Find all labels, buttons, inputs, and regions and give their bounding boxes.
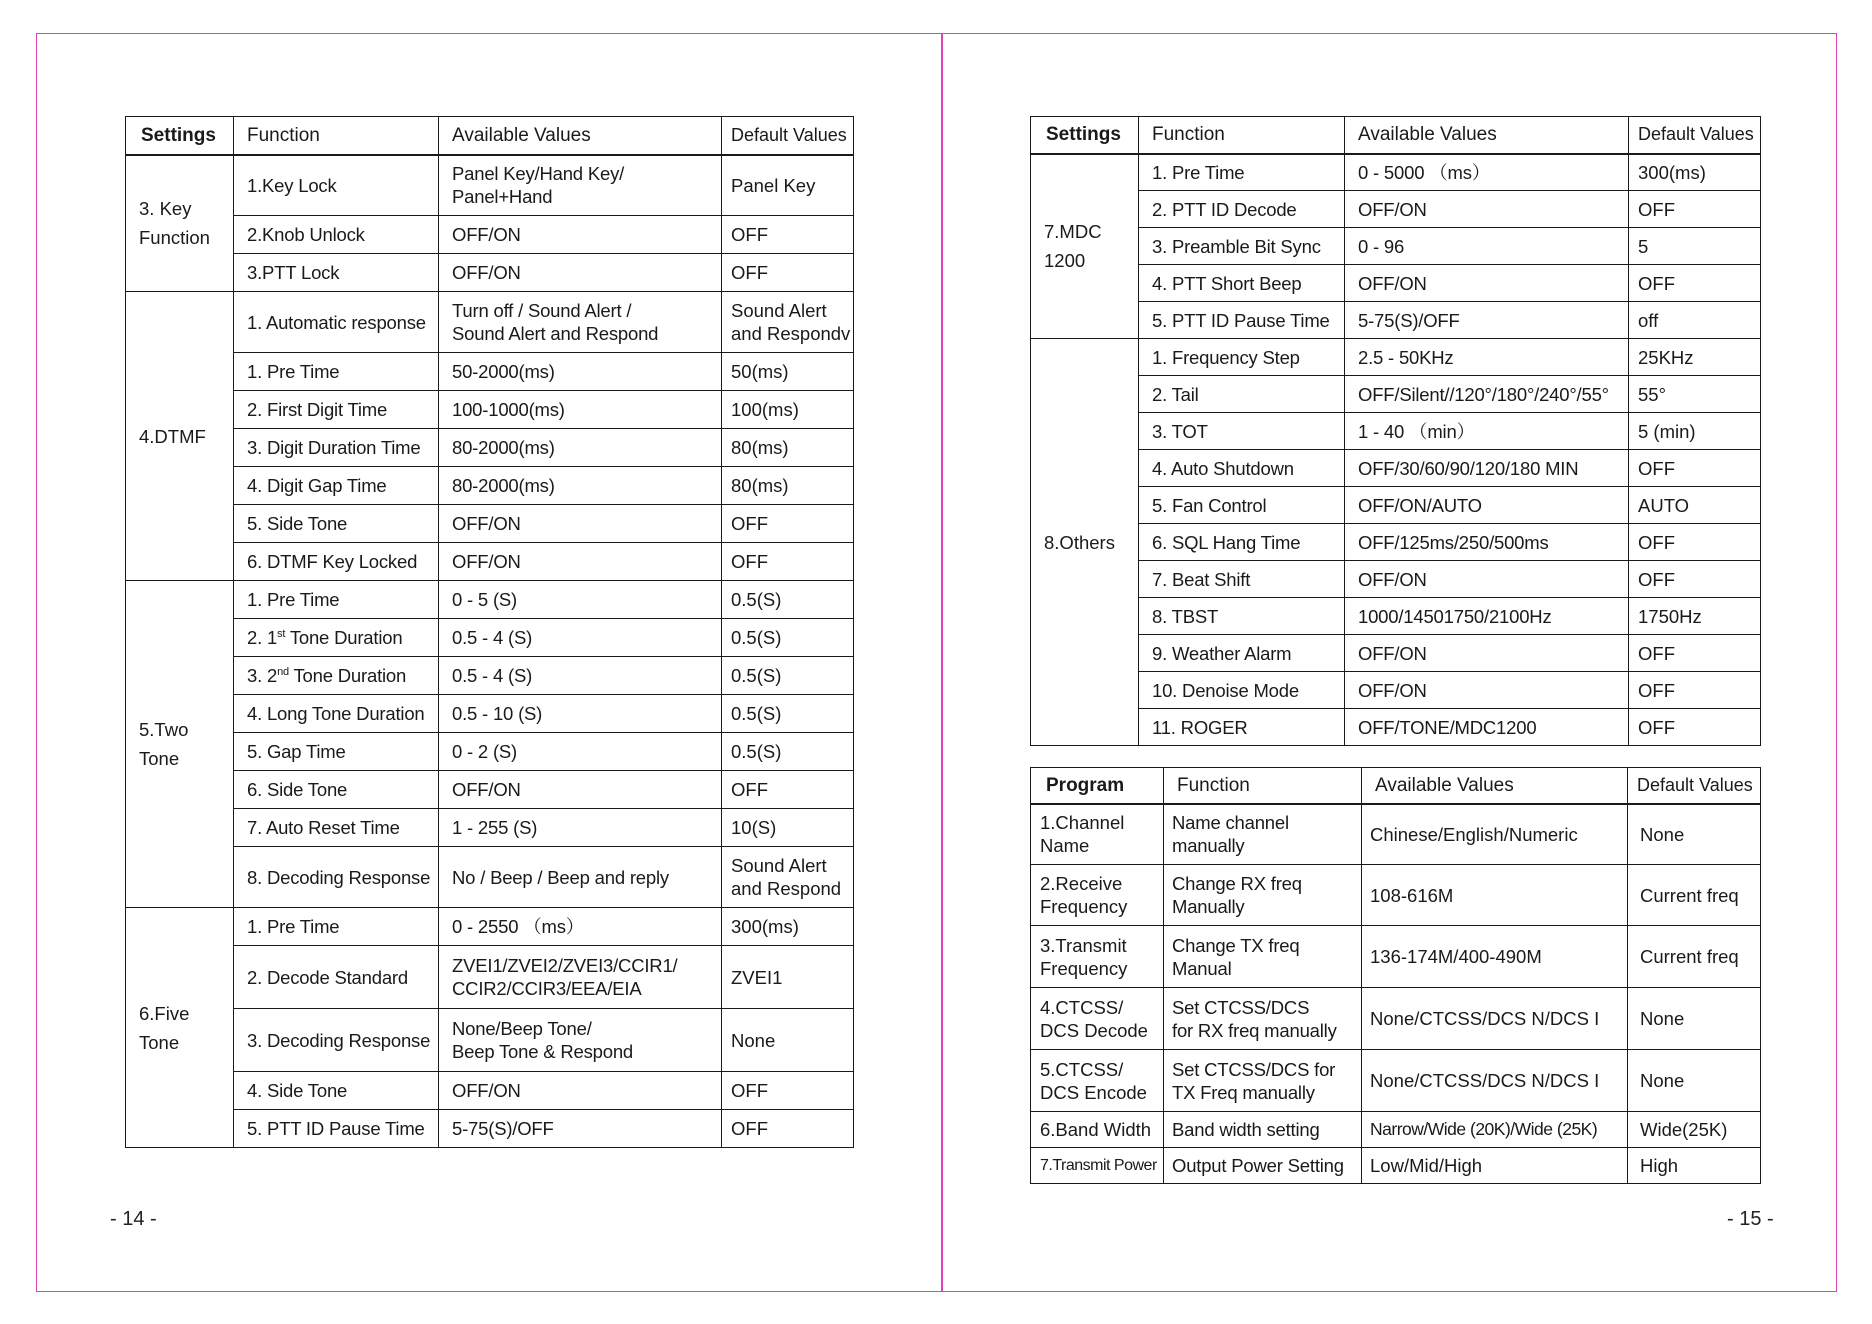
function-cell: Name channel manually [1164, 804, 1362, 865]
available-values-cell: OFF/ON [1345, 265, 1629, 302]
column-header: Available Values [439, 117, 722, 155]
default-value-cell: OFF [1629, 672, 1761, 709]
column-header: Program [1031, 768, 1164, 804]
default-value-cell: None [722, 1009, 854, 1072]
table-row [126, 1009, 854, 1072]
column-header: Function [234, 117, 439, 155]
default-value-cell: OFF [722, 1072, 854, 1110]
table-row [126, 155, 854, 216]
default-value-cell: Sound Alert and Respond [722, 847, 854, 908]
available-values-cell: 1 - 255 (S) [439, 809, 722, 847]
function-cell: Change RX freq Manually [1164, 865, 1362, 926]
available-values-cell: 0 - 2 (S) [439, 733, 722, 771]
function-cell: Output Power Setting [1164, 1148, 1362, 1184]
available-values-cell: OFF/ON [439, 216, 722, 254]
program-table [1030, 767, 1761, 1184]
table-row [126, 1072, 854, 1110]
default-value-cell: 300(ms) [722, 908, 854, 946]
settings-table-left [125, 116, 854, 1148]
function-cell: Band width setting [1164, 1112, 1362, 1148]
table-row [1031, 376, 1761, 413]
table-row [1031, 228, 1761, 265]
function-cell: 1. Pre Time [234, 581, 439, 619]
default-value-cell: 25KHz [1629, 339, 1761, 376]
available-values-cell: OFF/30/60/90/120/180 MIN [1345, 450, 1629, 487]
function-text: 3. 2 [247, 665, 278, 686]
default-value-cell: OFF [1629, 561, 1761, 598]
available-values-cell: OFF/ON [439, 254, 722, 292]
table-row [1031, 1112, 1761, 1148]
program-cell: 3.Transmit Frequency [1031, 926, 1164, 988]
table-row [126, 581, 854, 619]
available-values-cell: 1000/14501750/2100Hz [1345, 598, 1629, 635]
page-number-right: - 15 - [1727, 1208, 1774, 1230]
function-cell: 7. Auto Reset Time [234, 809, 439, 847]
default-value-cell: OFF [1629, 191, 1761, 228]
table-row [126, 809, 854, 847]
table-row [1031, 191, 1761, 228]
default-value-cell: OFF [722, 216, 854, 254]
function-cell: 2. Decode Standard [234, 946, 439, 1009]
default-value-cell: Current freq [1628, 926, 1761, 988]
table-row [1031, 154, 1761, 191]
table-row [1031, 865, 1761, 926]
default-value-cell: None [1628, 804, 1761, 865]
default-value-cell: 80(ms) [722, 467, 854, 505]
column-header: Default Values [1628, 768, 1761, 804]
function-cell: 5. Gap Time [234, 733, 439, 771]
function-text: Tone Duration [285, 627, 403, 648]
table-row [126, 657, 854, 695]
available-values-cell: None/CTCSS/DCS N/DCS I [1362, 988, 1628, 1050]
table-row [126, 619, 854, 657]
function-text: 2. 1 [247, 627, 278, 648]
default-value-cell: 300(ms) [1629, 154, 1761, 191]
default-value-cell: None [1628, 988, 1761, 1050]
default-value-cell: 80(ms) [722, 429, 854, 467]
function-cell: 2. Tail [1139, 376, 1345, 413]
available-values-cell: OFF/TONE/MDC1200 [1345, 709, 1629, 746]
function-cell: 8. TBST [1139, 598, 1345, 635]
available-values-cell: 108-616M [1362, 865, 1628, 926]
available-values-cell: None/Beep Tone/ Beep Tone & Respond [439, 1009, 722, 1072]
default-value-cell: 5 (min) [1629, 413, 1761, 450]
table-row [1031, 598, 1761, 635]
default-value-cell: 0.5(S) [722, 619, 854, 657]
table-row [126, 908, 854, 946]
function-cell: 4. Side Tone [234, 1072, 439, 1110]
table-row [1031, 265, 1761, 302]
program-cell: 2.Receive Frequency [1031, 865, 1164, 926]
available-values-cell: OFF/ON [439, 1072, 722, 1110]
available-values-cell: ZVEI1/ZVEI2/ZVEI3/CCIR1/ CCIR2/CCIR3/EEA/EIA [439, 946, 722, 1009]
available-values-cell: 5-75(S)/OFF [1345, 302, 1629, 339]
function-cell [234, 657, 439, 695]
table-row [1031, 524, 1761, 561]
function-cell: 6. DTMF Key Locked [234, 543, 439, 581]
table-row [1031, 1148, 1761, 1184]
column-header: Available Values [1345, 117, 1629, 154]
column-header: Settings [126, 117, 234, 155]
available-values-cell: 80-2000(ms) [439, 467, 722, 505]
available-values-cell: OFF/ON [1345, 672, 1629, 709]
default-value-cell: OFF [1629, 524, 1761, 561]
function-cell: 4. Digit Gap Time [234, 467, 439, 505]
available-values-cell: No / Beep / Beep and reply [439, 847, 722, 908]
available-values-cell: 0 - 96 [1345, 228, 1629, 265]
available-values-cell: Narrow/Wide (20K)/Wide (25K) [1362, 1112, 1628, 1148]
function-cell: 3. Decoding Response [234, 1009, 439, 1072]
column-header: Available Values [1362, 768, 1628, 804]
table-row [126, 695, 854, 733]
available-values-cell: 0 - 5 (S) [439, 581, 722, 619]
program-cell: 4.CTCSS/ DCS Decode [1031, 988, 1164, 1050]
available-values-cell: 0.5 - 10 (S) [439, 695, 722, 733]
default-value-cell: OFF [1629, 450, 1761, 487]
program-cell: 7.Transmit Power [1031, 1148, 1164, 1184]
default-value-cell: 0.5(S) [722, 733, 854, 771]
available-values-cell: 1 - 40 （min） [1345, 413, 1629, 450]
default-value-cell: OFF [1629, 709, 1761, 746]
available-values-cell: Turn off / Sound Alert / Sound Alert and Respond [439, 292, 722, 353]
table-row [126, 216, 854, 254]
default-value-cell: 5 [1629, 228, 1761, 265]
default-value-cell: OFF [1629, 265, 1761, 302]
function-text: Tone Duration [288, 665, 407, 686]
table-row [1031, 450, 1761, 487]
page-divider [941, 33, 943, 1292]
available-values-cell: OFF/ON/AUTO [1345, 487, 1629, 524]
column-header: Default Values [722, 117, 854, 155]
default-value-cell: 50(ms) [722, 353, 854, 391]
table-row [126, 254, 854, 292]
default-value-cell: High [1628, 1148, 1761, 1184]
table-row [1031, 561, 1761, 598]
function-cell: 3. Preamble Bit Sync [1139, 228, 1345, 265]
default-value-cell: 55° [1629, 376, 1761, 413]
table-row [126, 353, 854, 391]
table-row [126, 733, 854, 771]
available-values-cell: 0.5 - 4 (S) [439, 657, 722, 695]
function-cell: 1. Pre Time [234, 908, 439, 946]
table-row [1031, 339, 1761, 376]
available-values-cell: None/CTCSS/DCS N/DCS I [1362, 1050, 1628, 1112]
available-values-cell: OFF/ON [1345, 191, 1629, 228]
function-cell: Change TX freq Manual [1164, 926, 1362, 988]
default-value-cell: 10(S) [722, 809, 854, 847]
default-value-cell: OFF [722, 771, 854, 809]
table-row [126, 391, 854, 429]
table-row [1031, 672, 1761, 709]
setting-group: 6.Five Tone [126, 908, 234, 1148]
default-value-cell: OFF [722, 1110, 854, 1148]
function-cell: 5. PTT ID Pause Time [1139, 302, 1345, 339]
default-value-cell: OFF [722, 505, 854, 543]
available-values-cell: Chinese/English/Numeric [1362, 804, 1628, 865]
table-row [126, 847, 854, 908]
table-row [126, 543, 854, 581]
function-cell: 7. Beat Shift [1139, 561, 1345, 598]
program-cell: 5.CTCSS/ DCS Encode [1031, 1050, 1164, 1112]
available-values-cell: 50-2000(ms) [439, 353, 722, 391]
function-cell: 4. Long Tone Duration [234, 695, 439, 733]
column-header: Settings [1031, 117, 1139, 154]
function-cell [234, 619, 439, 657]
program-cell: 6.Band Width [1031, 1112, 1164, 1148]
available-values-cell: OFF/ON [439, 505, 722, 543]
default-value-cell: 100(ms) [722, 391, 854, 429]
function-cell: 5. Fan Control [1139, 487, 1345, 524]
available-values-cell: 5-75(S)/OFF [439, 1110, 722, 1148]
available-values-cell: 0 - 5000 （ms） [1345, 154, 1629, 191]
setting-group: 3. Key Function [126, 155, 234, 292]
function-cell: 1. Pre Time [1139, 154, 1345, 191]
function-cell: 3. TOT [1139, 413, 1345, 450]
table-row [1031, 804, 1761, 865]
table-row [126, 1110, 854, 1148]
table-row [1031, 487, 1761, 524]
function-cell: Set CTCSS/DCS for TX Freq manually [1164, 1050, 1362, 1112]
function-cell: 1. Frequency Step [1139, 339, 1345, 376]
available-values-cell: OFF/Silent//120°/180°/240°/55° [1345, 376, 1629, 413]
table-row [1031, 926, 1761, 988]
table-row [126, 467, 854, 505]
function-cell: 6. SQL Hang Time [1139, 524, 1345, 561]
available-values-cell: OFF/ON [1345, 635, 1629, 672]
default-value-cell: 0.5(S) [722, 581, 854, 619]
function-cell: 2. PTT ID Decode [1139, 191, 1345, 228]
table-row [126, 946, 854, 1009]
function-cell: 1. Pre Time [234, 353, 439, 391]
table-row [126, 505, 854, 543]
table-row [126, 429, 854, 467]
function-cell: Set CTCSS/DCS for RX freq manually [1164, 988, 1362, 1050]
available-values-cell: 80-2000(ms) [439, 429, 722, 467]
function-cell: 11. ROGER [1139, 709, 1345, 746]
available-values-cell: OFF/ON [1345, 561, 1629, 598]
function-cell: 3.PTT Lock [234, 254, 439, 292]
function-cell: 2. First Digit Time [234, 391, 439, 429]
default-value-cell: 0.5(S) [722, 657, 854, 695]
function-cell: 8. Decoding Response [234, 847, 439, 908]
available-values-cell: Low/Mid/High [1362, 1148, 1628, 1184]
function-cell: 10. Denoise Mode [1139, 672, 1345, 709]
available-values-cell: 2.5 - 50KHz [1345, 339, 1629, 376]
available-values-cell: 0.5 - 4 (S) [439, 619, 722, 657]
default-value-cell: None [1628, 1050, 1761, 1112]
table-row [126, 771, 854, 809]
function-cell: 1.Key Lock [234, 155, 439, 216]
table-row [1031, 413, 1761, 450]
setting-group: 8.Others [1031, 339, 1139, 746]
default-value-cell: AUTO [1629, 487, 1761, 524]
available-values-cell: OFF/ON [439, 771, 722, 809]
setting-group: 4.DTMF [126, 292, 234, 581]
default-value-cell: Panel Key [722, 155, 854, 216]
default-value-cell: ZVEI1 [722, 946, 854, 1009]
default-value-cell: OFF [722, 254, 854, 292]
function-cell: 6. Side Tone [234, 771, 439, 809]
table-row [1031, 709, 1761, 746]
function-cell: 9. Weather Alarm [1139, 635, 1345, 672]
settings-table-right [1030, 116, 1761, 746]
default-value-cell: Wide(25K) [1628, 1112, 1761, 1148]
default-value-cell: OFF [722, 543, 854, 581]
function-cell: 5. PTT ID Pause Time [234, 1110, 439, 1148]
default-value-cell: 0.5(S) [722, 695, 854, 733]
available-values-cell: OFF/ON [439, 543, 722, 581]
function-cell: 1. Automatic response [234, 292, 439, 353]
ordinal-suffix: nd [277, 665, 289, 678]
program-cell: 1.Channel Name [1031, 804, 1164, 865]
page-number-left: - 14 - [110, 1208, 157, 1230]
table-row [1031, 302, 1761, 339]
table-row [1031, 635, 1761, 672]
table-row [126, 292, 854, 353]
setting-group: 5.Two Tone [126, 581, 234, 908]
ordinal-suffix: st [277, 627, 286, 640]
available-values-cell: OFF/125ms/250/500ms [1345, 524, 1629, 561]
column-header: Function [1164, 768, 1362, 804]
table-row [1031, 1050, 1761, 1112]
column-header: Default Values [1629, 117, 1761, 154]
default-value-cell: off [1629, 302, 1761, 339]
default-value-cell: 1750Hz [1629, 598, 1761, 635]
function-cell: 5. Side Tone [234, 505, 439, 543]
default-value-cell: OFF [1629, 635, 1761, 672]
column-header: Function [1139, 117, 1345, 154]
function-cell: 4. PTT Short Beep [1139, 265, 1345, 302]
default-value-cell: Sound Alert and Respondv [722, 292, 854, 353]
function-cell: 4. Auto Shutdown [1139, 450, 1345, 487]
default-value-cell: Current freq [1628, 865, 1761, 926]
available-values-cell: Panel Key/Hand Key/ Panel+Hand [439, 155, 722, 216]
function-cell: 3. Digit Duration Time [234, 429, 439, 467]
available-values-cell: 100-1000(ms) [439, 391, 722, 429]
setting-group: 7.MDC 1200 [1031, 154, 1139, 339]
function-cell: 2.Knob Unlock [234, 216, 439, 254]
table-row [1031, 988, 1761, 1050]
available-values-cell: 136-174M/400-490M [1362, 926, 1628, 988]
available-values-cell: 0 - 2550 （ms） [439, 908, 722, 946]
